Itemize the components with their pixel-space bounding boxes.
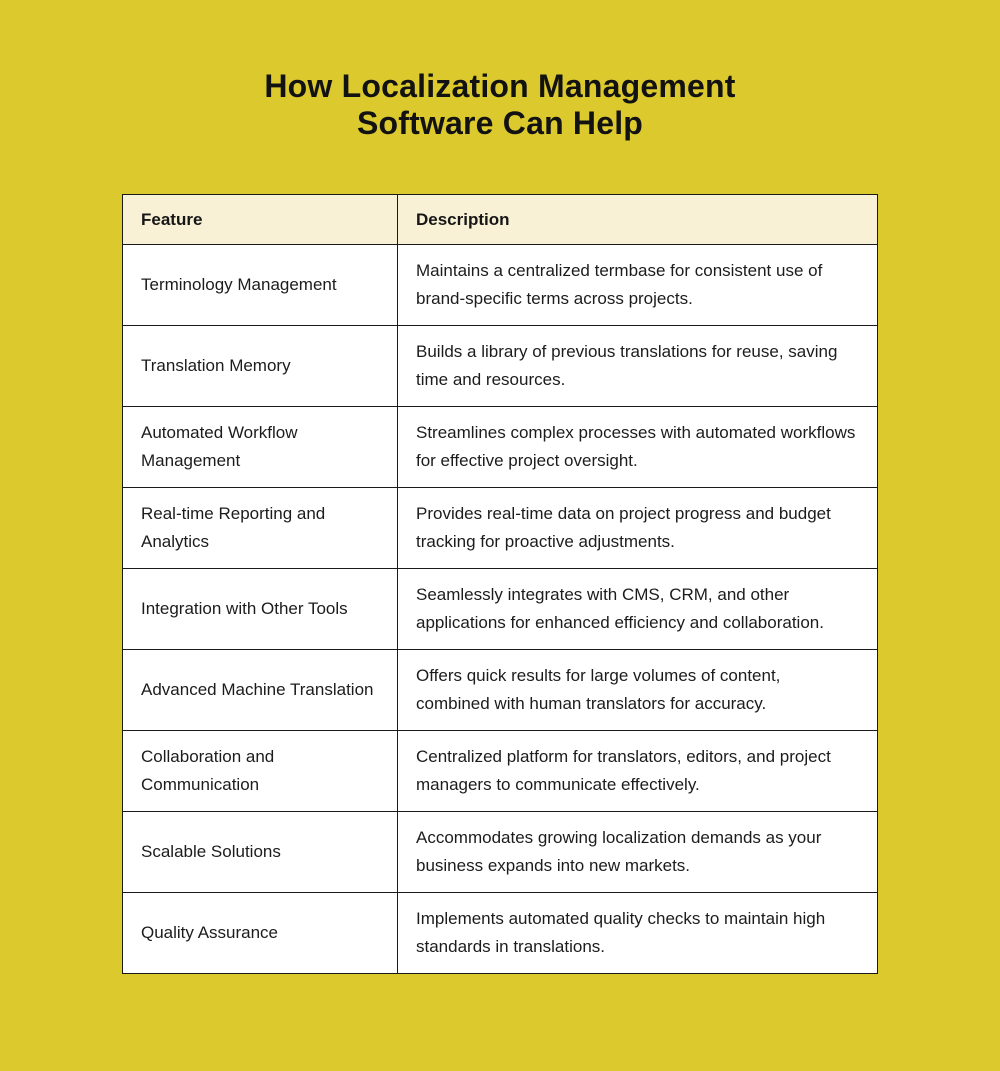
feature-cell: Advanced Machine Translation [123,650,398,731]
feature-description-table [122,194,878,974]
feature-cell: Terminology Management [123,245,398,326]
page-title [180,68,820,142]
table-row [123,326,878,407]
table-row [123,731,878,812]
feature-cell: Scalable Solutions [123,812,398,893]
page-title-line-1: How Localization Management [264,68,736,104]
feature-cell: Automated Workflow Management [123,407,398,488]
table-header-row [123,195,878,245]
description-cell: Provides real-time data on project progress and budget tracking for proactive adjustments. [398,488,878,569]
feature-cell: Integration with Other Tools [123,569,398,650]
page-title-line-2: Software Can Help [356,105,644,141]
table-row [123,488,878,569]
table-row [123,569,878,650]
description-cell: Seamlessly integrates with CMS, CRM, and other applications for enhanced efficiency and collaboration. [398,569,878,650]
description-cell: Streamlines complex processes with automated workflows for effective project oversight. [398,407,878,488]
description-cell: Maintains a centralized termbase for consistent use of brand-specific terms across projects. [398,245,878,326]
feature-cell: Collaboration and Communication [123,731,398,812]
description-cell: Implements automated quality checks to maintain high standards in translations. [398,893,878,974]
description-cell: Builds a library of previous translations for reuse, saving time and resources. [398,326,878,407]
description-cell: Centralized platform for translators, editors, and project managers to communicate effectively. [398,731,878,812]
table-row [123,893,878,974]
table-row [123,245,878,326]
description-column-header: Description [398,195,878,245]
table-row [123,812,878,893]
table-row [123,650,878,731]
feature-cell: Translation Memory [123,326,398,407]
table-row [123,407,878,488]
description-cell: Offers quick results for large volumes of content, combined with human translators for accuracy. [398,650,878,731]
feature-cell: Real-time Reporting and Analytics [123,488,398,569]
feature-column-header: Feature [123,195,398,245]
feature-cell: Quality Assurance [123,893,398,974]
description-cell: Accommodates growing localization demands as your business expands into new markets. [398,812,878,893]
